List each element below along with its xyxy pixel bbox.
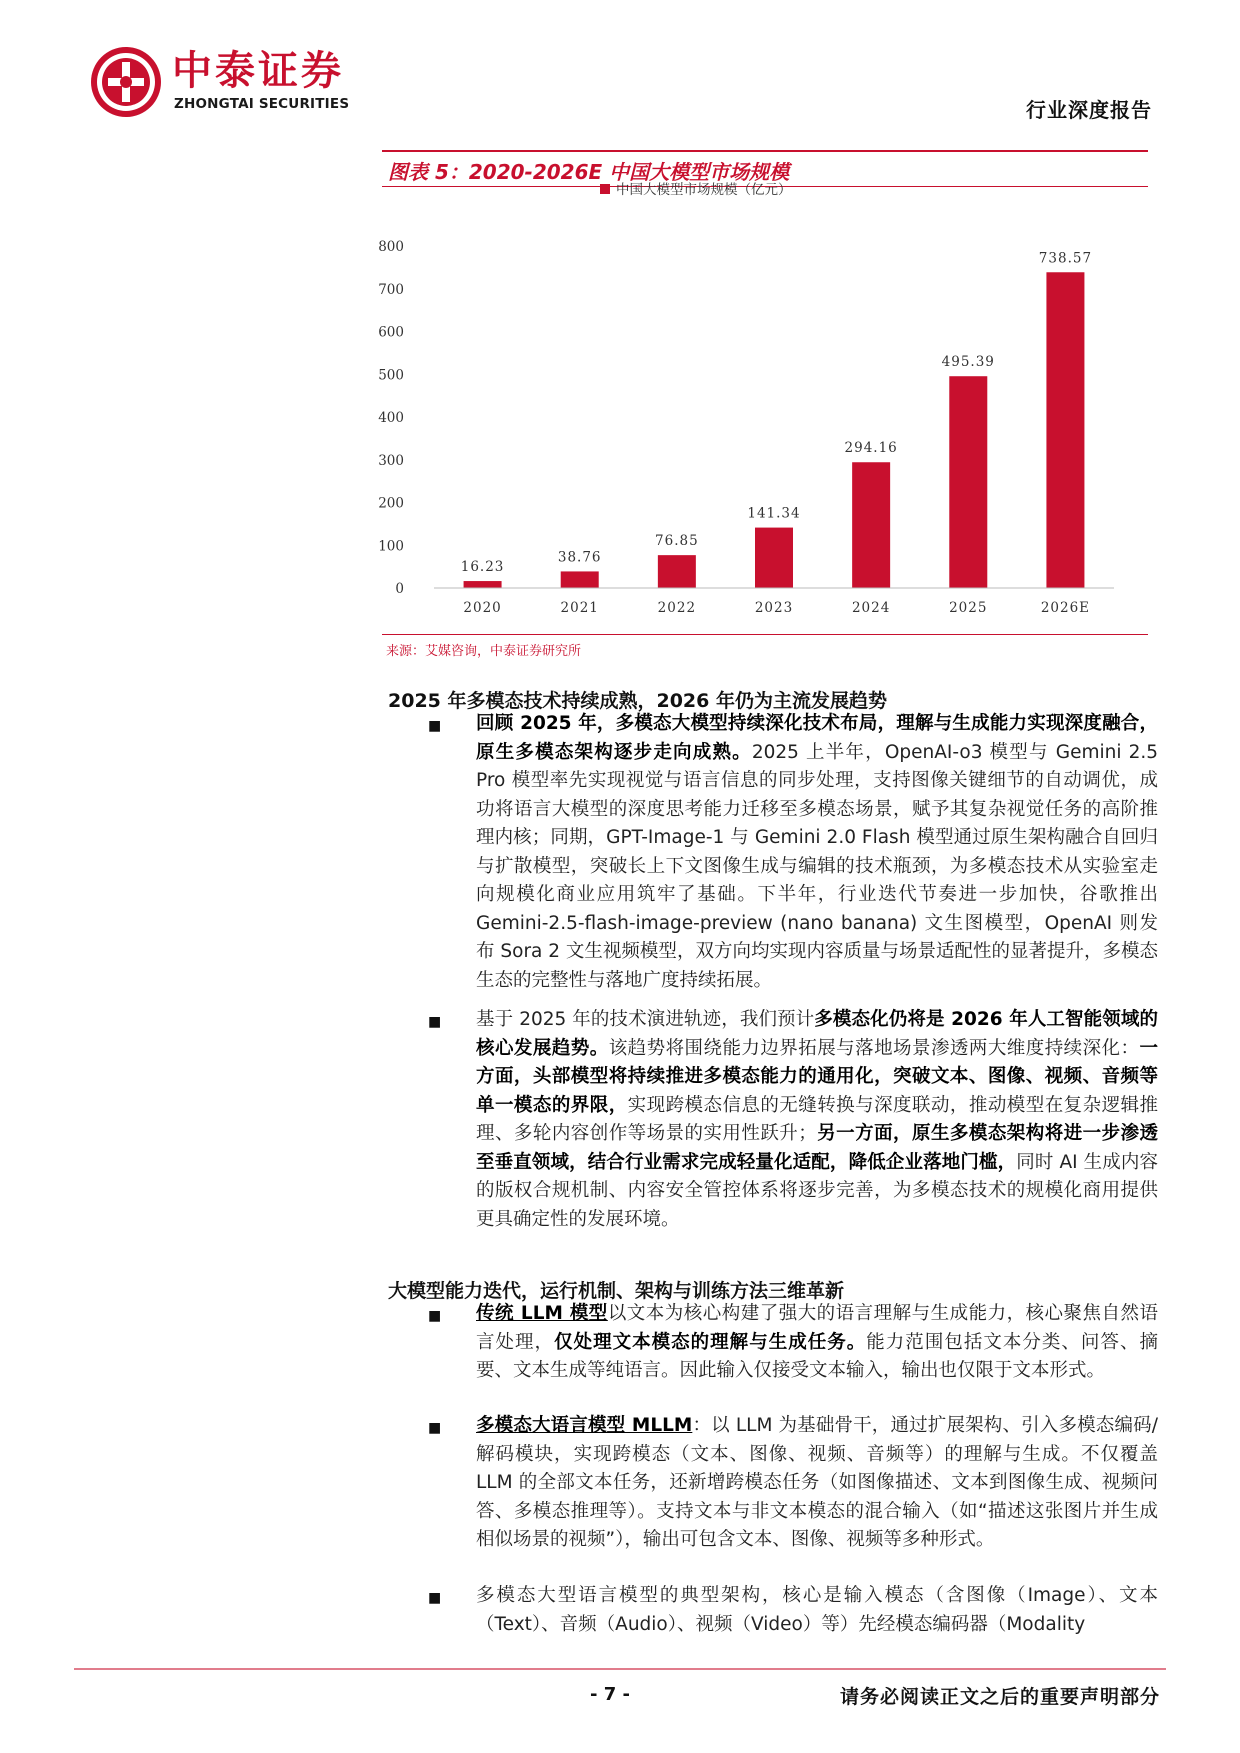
- y-tick-label: 300: [378, 452, 404, 469]
- paragraph-text: 多模态大型语言模型的典型架构，核心是输入模态（含图像（Image）、文本（Text）、音频（Audio）、视频（Video）等）先经模态编码器（Modality: [476, 1585, 1158, 1635]
- x-tick-label: 2022: [657, 600, 697, 616]
- bullet-icon: ■: [428, 1420, 442, 1436]
- legend-swatch: [600, 184, 610, 194]
- x-tick-label: 2021: [560, 600, 599, 616]
- figure-title: 图表 5：2020-2026E 中国大模型市场规模: [388, 160, 790, 184]
- paragraph-text: 同时 AI 生成内容的版权合规机制、内容安全管控体系将逐步完善，为多模态技术的规模化商用提供更具确定性的发展环境。: [476, 1151, 1158, 1230]
- page-number: - 7 -: [590, 1684, 630, 1705]
- y-tick-label: 700: [378, 281, 404, 298]
- bold-text: 回顾 2025 年，多模态大模型持续深化技术布局，理解与生成能力实现深度融合，原生多模态架构逐步走向成熟。: [476, 713, 1158, 763]
- x-axis: [434, 588, 1114, 616]
- logo-mark-icon: [88, 44, 164, 120]
- figure-source: 来源：艾媒咨询，中泰证券研究所: [386, 644, 582, 659]
- bar-2023: [755, 528, 793, 588]
- y-tick-label: 0: [395, 581, 404, 597]
- logo-english-name: ZHONGTAI SECURITIES: [174, 96, 350, 112]
- bar-value-label: 38.76: [557, 549, 602, 566]
- paragraph-text: 2025 上半年，OpenAI-o3 模型与 Gemini 2.5 Pro 模型率先实现视觉与语言信息的同步处理，支持图像关键细节的自动调优，成功将语言大模型的深度思考能力迁移至多模态场景，赋予其复杂视觉任务的高阶推理内核；同期，GPT-Image-1 与 Gemini 2.0 Flash 模型通过原生架构融合自回归与扩散模型，突破长上下文图像生成与编辑的技术瓶颈，为多模态技术从实验室走向规模化商业应用筑牢了基础。下半年，行业迭代节奏进一步加快，谷歌推出 Gemini-2.5-flash-image-preview (nano banana) 文生图模型，OpenAI 则发布 Sora 2 文生视频模型，双方向均实现内容质量与场景适配性的显著提升，多模态生态的完整性与落地广度持续拓展。: [476, 741, 1158, 991]
- bullet-icon: ■: [428, 1014, 442, 1030]
- section-title: 2025 年多模态技术持续成熟，2026 年仍为主流发展趋势: [388, 690, 887, 712]
- underlined-term: 多模态大语言模型 MLLM: [476, 1415, 693, 1436]
- bold-text: 仅处理文本模态的理解与生成任务。: [554, 1331, 867, 1353]
- footer-disclaimer: 请务必阅读正文之后的重要声明部分: [839, 1686, 1160, 1708]
- y-tick-label: 500: [378, 367, 404, 384]
- y-axis: [378, 239, 404, 597]
- market-size-bar-chart: [378, 182, 1148, 628]
- underlined-term: 传统 LLM 模型: [476, 1303, 608, 1324]
- footer-rule: [74, 1668, 1166, 1670]
- x-tick-label: 2026E: [1040, 600, 1091, 616]
- bar-value-label: 76.85: [655, 533, 699, 550]
- section-title: 大模型能力迭代，运行机制、架构与训练方法三维革新: [388, 1280, 845, 1302]
- bar-value-label: 16.23: [460, 559, 505, 576]
- paragraph-text: ：以 LLM 为基础骨干，通过扩展架构、引入多模态编码/解码模块，实现跨模态（文本、图像、视频、音频等）的理解与生成。不仅覆盖 LLM 的全部文本任务，还新增跨模态任务（如图像描述、文本到图像生成、视频问答、多模态推理等）。支持文本与非文本模态的混合输入（如“描述这张图片并生成相似场景的视频”），输出可包含文本、图像、视频等多种形式。: [476, 1415, 1159, 1550]
- logo-chinese-name: 中泰证券: [172, 48, 344, 94]
- paragraph-text: 基于 2025 年的技术演进轨迹，我们预计: [476, 1009, 815, 1030]
- bullet-icon: ■: [428, 718, 442, 734]
- bar-2026E: [1046, 272, 1084, 588]
- y-tick-label: 400: [378, 410, 404, 426]
- bar-2021: [561, 571, 599, 588]
- bold-text: 一方面，头部模型将持续推进多模态能力的通用化，突破文本、图像、视频、音频等单一模态的界限，: [476, 1037, 1158, 1116]
- paragraph: [476, 1300, 1158, 1386]
- bold-text: 另一方面，原生多模态架构将进一步渗透至垂直领域，结合行业需求完成轻量化适配，降低企业落地门槛，: [476, 1123, 1158, 1173]
- bar-2025: [949, 376, 987, 588]
- paragraph: [476, 1412, 1158, 1555]
- paragraph: [476, 710, 1158, 995]
- report-type-label: 行业深度报告: [1026, 98, 1152, 122]
- paragraph-text: 能力范围包括文本分类、问答、摘要、文本生成等纯语言。因此输入仅接受文本输入，输出也仅限于文本形式。: [476, 1331, 1158, 1381]
- x-tick-label: 2020: [463, 600, 502, 616]
- x-tick-label: 2023: [754, 600, 794, 616]
- y-tick-label: 800: [378, 239, 404, 255]
- bullet-icon: ■: [428, 1308, 442, 1324]
- figure-bottom-rule: [382, 634, 1148, 635]
- company-logo: [88, 44, 388, 120]
- x-tick-label: 2025: [949, 600, 988, 616]
- paragraph: [476, 1582, 1158, 1639]
- bar-2024: [852, 462, 890, 588]
- bullet-icon: ■: [428, 1590, 442, 1606]
- bar-value-label: 294.16: [844, 440, 898, 457]
- chart-legend: [600, 181, 792, 198]
- bar-value-label: 495.39: [941, 354, 995, 371]
- bar-2020: [464, 581, 502, 588]
- x-tick-label: 2024: [851, 600, 891, 616]
- bold-text: 多模态化仍将是 2026 年人工智能领域的核心发展趋势。: [476, 1009, 1159, 1059]
- y-tick-label: 200: [378, 495, 404, 512]
- y-tick-label: 600: [378, 324, 404, 341]
- paragraph: [476, 1006, 1158, 1234]
- bar-2022: [658, 555, 696, 588]
- paragraph-text: 该趋势将围绕能力边界拓展与落地场景渗透两大维度持续深化：: [608, 1037, 1140, 1059]
- paragraph-text: 以文本为核心构建了强大的语言理解与生成能力，核心聚焦自然语言处理，: [476, 1303, 1158, 1353]
- legend-label: 中国大模型市场规模（亿元）: [616, 182, 792, 198]
- paragraph-text: 实现跨模态信息的无缝转换与深度联动，推动模型在复杂逻辑推理、多轮内容创作等场景的实用性跃升；: [476, 1094, 1158, 1144]
- bar-value-label: 738.57: [1038, 250, 1093, 267]
- y-tick-label: 100: [378, 538, 404, 555]
- bars-group: [461, 250, 1092, 588]
- bar-value-label: 141.34: [747, 505, 801, 522]
